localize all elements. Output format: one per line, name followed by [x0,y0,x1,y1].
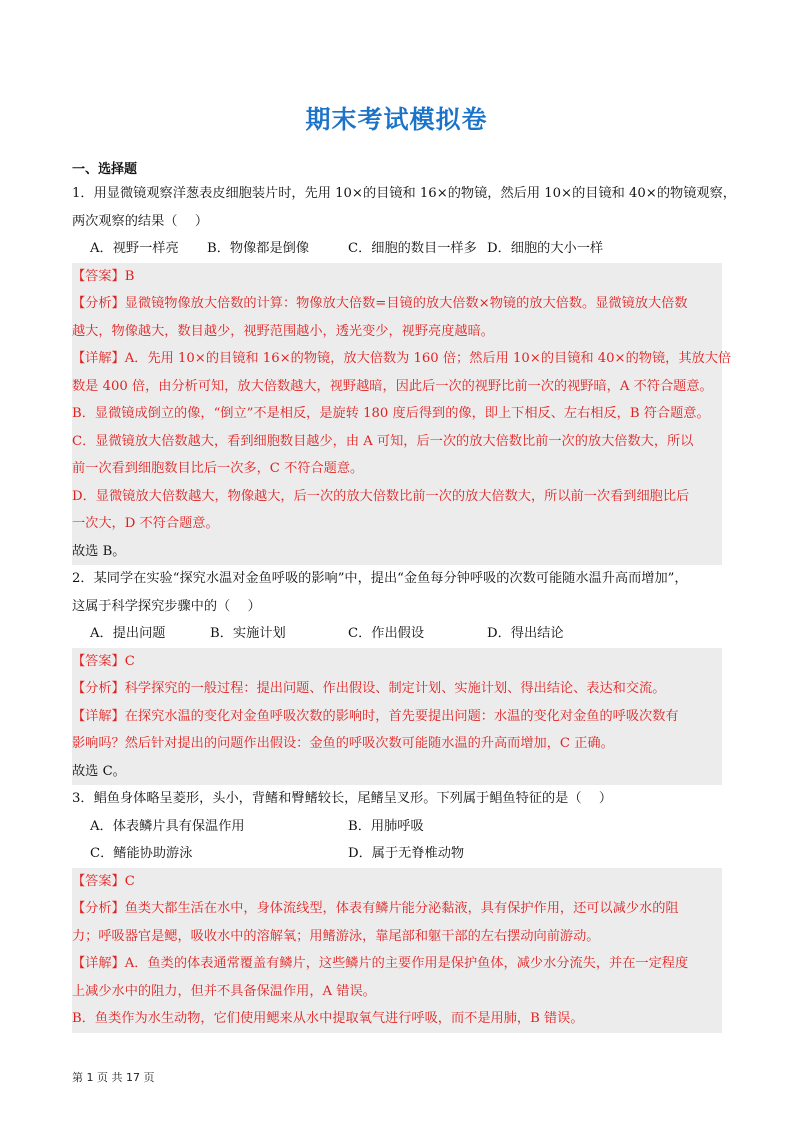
option-c: C．作出假设 [348,626,425,641]
question-3 [72,785,722,1033]
question-stem-line: 两次观察的结果（ ） [72,213,209,229]
options-row [72,840,722,868]
answer-value: B [124,268,135,284]
detail-line: D．显微镜放大倍数越大，物像越大，后一次的放大倍数比前一次的放大倍数大，所以前一次看到细胞比后 [72,488,690,504]
answer-tag: 【答案】 [72,268,125,284]
detail-line: 【详解】在探究水温的变化对金鱼呼吸次数的影响时，首先要提出问题：水温的变化对金鱼的呼吸次数有 [72,708,679,724]
answer-value: C [124,653,135,669]
question-stem-line: 这属于科学探究步骤中的（ ） [72,598,261,614]
question-stem-line: 2．某同学在实验“探究水温对金鱼呼吸的影响”中，提出“金鱼每分钟呼吸的次数可能随水温升高而增加”， [72,571,688,586]
detail-tag: 【详解】 [72,708,125,724]
option-b: B．物像都是倒像 [207,241,310,256]
option-a: A．视野一样亮 [90,241,179,256]
detail-line: 【详解】A．鱼类的体表通常覆盖有鳞片，这些鳞片的主要作用是保护鱼体，减少水分流失，并在一定程度 [72,956,689,971]
option-b: B．实施计划 [210,626,286,641]
analysis-line: 【分析】显微镜物像放大倍数的计算：物像放大倍数=目镜的放大倍数×物镜的放大倍数。显微镜放大倍数 [72,296,688,311]
options-row [72,620,722,648]
page-footer: 第 1 页 共 17 页 [72,1071,155,1084]
analysis-line: 【分析】科学探究的一般过程：提出问题、作出假设、制定计划、实施计划、得出结论、表达和交流。 [72,681,666,696]
analysis-tag: 【分析】 [72,681,125,696]
options-row [72,813,722,841]
question-stem-line: 3．鲳鱼身体略呈菱形，头小，背鳍和臀鳍较长，尾鳍呈叉形。下列属于鲳鱼特征的是（ ） [72,791,613,806]
answer-line [72,263,722,291]
answer-value: C [124,873,135,889]
answer-tag: 【答案】 [72,873,125,889]
document-body [72,160,736,1033]
question-stem-line: 1．用显微镜观察洋葱表皮细胞装片时，先用 10×的目镜和 16×的物镜，然后用 10×的目镜和 40×的物镜观察， [72,186,736,201]
detail-line: B．鱼类作为水生动物，它们使用鳃来从水中提取氧气进行呼吸，而不是用肺，B 错误。 [72,1011,584,1026]
detail-line: 上减少水中的阻力，但并不具备保温作用，A 错误。 [72,983,376,999]
question-2 [72,565,722,785]
answer-line [72,648,722,676]
analysis-line: 越大，物像越大，数目越少，视野范围越小，透光变少，视野亮度越暗。 [72,323,494,339]
option-c: C．细胞的数目一样多 [348,241,477,256]
page-title: 期末考试模拟卷 [305,105,488,134]
detail-line: C．显微镜放大倍数越大，看到细胞数目越少，由 A 可知，后一次的放大倍数比前一次的放大倍数大，所以 [72,433,694,449]
conclusion-line: 故选 C。 [72,763,126,779]
answer-tag: 【答案】 [72,653,125,669]
option-b: B．用肺呼吸 [348,818,424,834]
option-d: D．属于无脊椎动物 [348,846,465,861]
option-c: C．鳍能协助游泳 [90,846,193,861]
solution-block [72,648,722,786]
option-d: D．得出结论 [487,626,564,641]
option-d: D．细胞的大小一样 [487,241,604,256]
analysis-line: 【分析】鱼类大都生活在水中，身体流线型，体表有鳞片能分泌黏液，具有保护作用，还可以减少水的阻 [72,901,679,916]
detail-tag: 【详解】 [72,956,125,971]
detail-tag: 【详解】 [72,351,125,366]
detail-line: B．显微镜成倒立的像，“倒立”不是相反，是旋转 180 度后得到的像，即上下相反、左右相反，B 符合题意。 [72,406,710,421]
conclusion-line: 故选 B。 [72,543,126,559]
option-a: A．提出问题 [90,626,166,641]
detail-line: 数是 400 倍，由分析可知，放大倍数越大，视野越暗，因此后一次的视野比前一次的视野暗，A 不符合题意。 [72,378,713,394]
analysis-tag: 【分析】 [72,901,125,916]
answer-line [72,868,722,896]
detail-line: 【详解】A．先用 10×的目镜和 16×的物镜，放大倍数为 160 倍；然后用 10×的目镜和 40×的物镜，其放大倍 [72,351,732,366]
detail-line: 一次大，D 不符合题意。 [72,516,219,531]
section-heading: 一、选择题 [72,162,138,177]
question-1 [72,180,736,565]
detail-line: 前一次看到细胞数目比后一次多，C 不符合题意。 [72,461,364,476]
analysis-tag: 【分析】 [72,296,125,311]
analysis-line: 力；呼吸器官是鳃，吸收水中的溶解氧；用鳍游泳，靠尾部和躯干部的左右摆动向前游动。 [72,928,600,944]
solution-block [72,263,732,566]
detail-line: 影响吗？然后针对提出的问题作出假设：金鱼的呼吸次数可能随水温的升高而增加，C 正确。 [72,736,614,751]
option-a: A．体表鳞片具有保温作用 [90,818,245,834]
solution-block [72,868,722,1033]
options-row [72,235,722,263]
